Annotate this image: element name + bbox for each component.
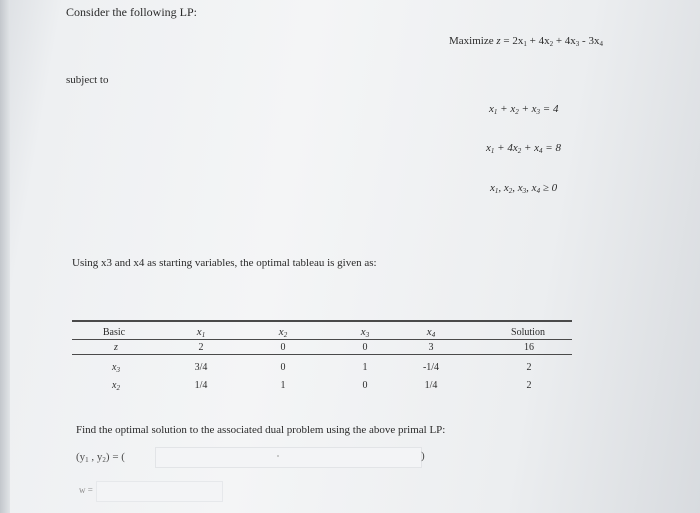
row-z-x2: 0 [280, 342, 286, 353]
table-top-rule [72, 320, 572, 322]
header-x1: $x_1$ [196, 326, 206, 339]
dual-objective-label: w = [79, 485, 93, 495]
row-z-x1: 2 [198, 342, 204, 353]
page-edge [0, 0, 10, 513]
row-x3-solution: 2 [526, 362, 532, 373]
row-z-x4: 3 [428, 342, 434, 353]
dual-objective-input[interactable] [96, 481, 223, 502]
row-z-basic: z [114, 342, 118, 353]
problem-heading: Consider the following LP: [66, 5, 197, 19]
header-basic: Basic [102, 327, 126, 338]
row-x2-basic: $x_2$ [112, 380, 120, 392]
subject-to-label: subject to [66, 74, 109, 86]
row-z-x3: 0 [362, 342, 368, 353]
dual-solution-label: ($y_1$ , $y_2$) = ( [76, 451, 125, 464]
row-x2-x1: 1/4 [194, 380, 208, 391]
header-x3: $x_3$ [360, 326, 370, 339]
dual-solution-close-paren: ) [421, 450, 425, 462]
table-z-row-rule [72, 354, 572, 355]
row-x3-x1: 3/4 [194, 362, 208, 373]
table-header-rule [72, 339, 572, 340]
row-x3-basic: $x_3$ [112, 362, 120, 374]
row-x2-x3: 0 [362, 380, 368, 391]
row-x3-x2: 0 [280, 362, 286, 373]
row-x3-x3: 1 [362, 362, 368, 373]
constraint-2: $x_1 + 4x_2 + x_4 = 8$ [486, 142, 561, 155]
nonnegativity-constraint: $x_1$, $x_2$, $x_3$, $x_4 \ge 0$ [490, 182, 558, 195]
header-x4: $x_4$ [426, 326, 436, 339]
row-x2-solution: 2 [526, 380, 532, 391]
constraint-1: $x_1 + x_2 + x_3 = 4$ [489, 103, 559, 116]
row-x3-x4: -1/4 [422, 362, 440, 373]
row-x2-x2: 1 [280, 380, 286, 391]
objective-function: Maximize $z = 2x_1 + 4x_2 + 4x_3 - 3x_4$ [449, 35, 603, 48]
row-z-solution: 16 [524, 342, 534, 353]
question-text: Find the optimal solution to the associated dual problem using the above primal LP: [76, 424, 446, 436]
row-x2-x4: 1/4 [424, 380, 438, 391]
input-marker [277, 455, 279, 457]
header-solution: Solution [511, 327, 545, 338]
starting-variables-text: Using x3 and x4 as starting variables, the optimal tableau is given as: [72, 257, 377, 269]
dual-solution-input[interactable] [155, 447, 422, 468]
header-x2: $x_2$ [278, 326, 288, 339]
